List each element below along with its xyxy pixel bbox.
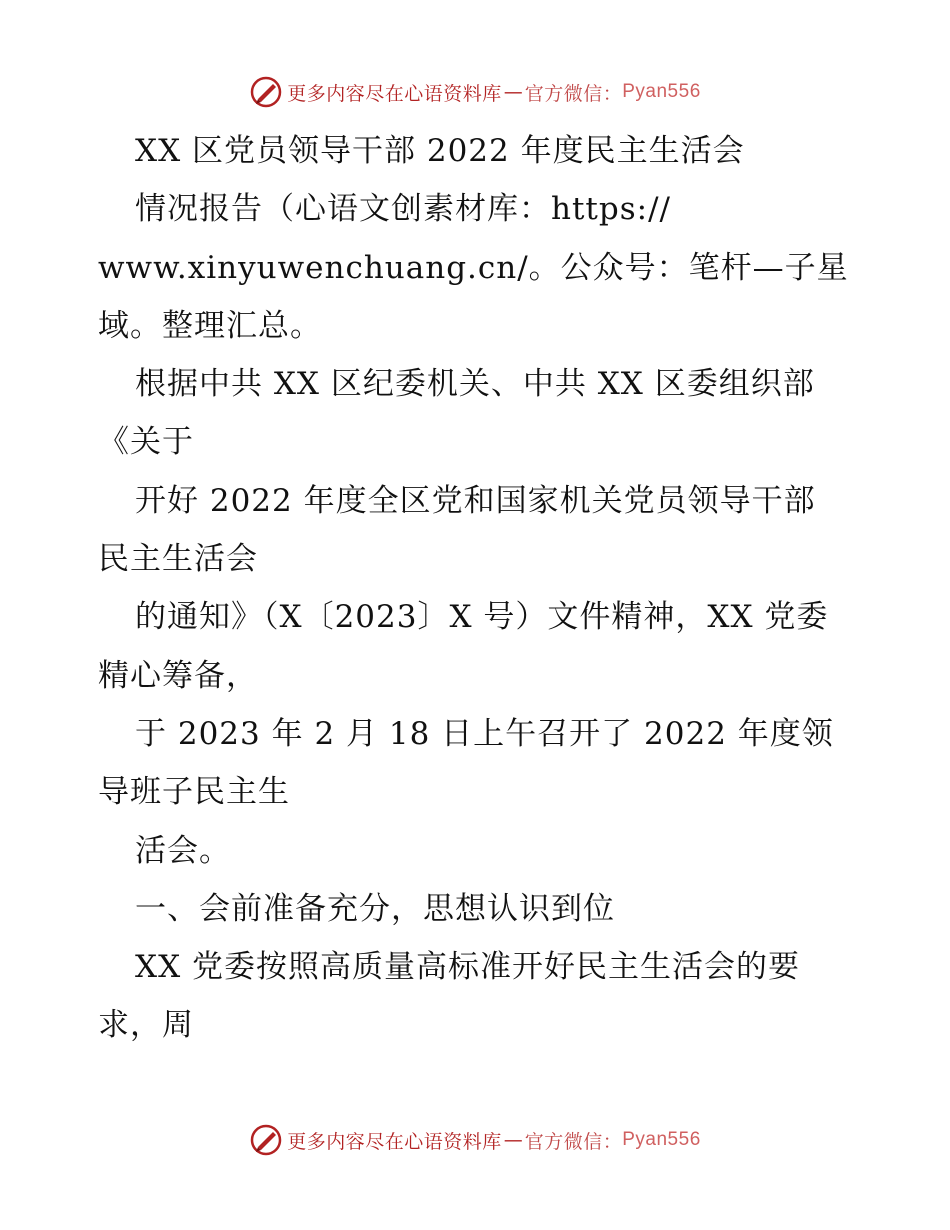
doc-line: XX 党委按照高质量高标准开好民主生活会的要 bbox=[135, 949, 800, 986]
doc-title-line-1: XX 区党员领导干部 2022 年度民主生活会 bbox=[135, 133, 745, 169]
section-heading: 一、会前准备充分，思想认识到位 bbox=[135, 890, 615, 927]
doc-line: 民主生活会 bbox=[98, 541, 258, 578]
doc-line: 域。整理汇总。 bbox=[98, 307, 322, 344]
pen-logo-icon bbox=[249, 1123, 283, 1157]
footer-dash: — bbox=[503, 1129, 523, 1151]
header-promo-text: 更多内容尽在心语资料库 bbox=[287, 82, 502, 105]
doc-line: 根据中共 XX 区纪委机关、中共 XX 区委组织部 bbox=[135, 366, 815, 403]
doc-title-line-2: 情况报告（心语文创素材库：https:// bbox=[135, 191, 671, 228]
doc-line: 《关于 bbox=[98, 424, 194, 461]
header-wechat-id: Pyan556 bbox=[622, 81, 701, 102]
footer-banner bbox=[0, 1120, 950, 1160]
header-dash: — bbox=[503, 81, 523, 103]
footer-promo-text: 更多内容尽在心语资料库 bbox=[287, 1130, 502, 1153]
doc-line: 开好 2022 年度全区党和国家机关党员领导干部 bbox=[135, 482, 816, 519]
footer-wechat-id: Pyan556 bbox=[622, 1129, 701, 1150]
doc-line: 导班子民主生 bbox=[98, 774, 290, 811]
doc-line: www.xinyuwenchuang.cn/。公众号：笔杆—子星 bbox=[98, 249, 849, 286]
document-body bbox=[98, 122, 868, 1055]
doc-line: 求，周 bbox=[98, 1007, 194, 1044]
header-banner bbox=[0, 72, 950, 112]
doc-line: 活会。 bbox=[135, 832, 231, 869]
header-wechat-label: 官方微信： bbox=[524, 82, 623, 105]
doc-line: 于 2023 年 2 月 18 日上午召开了 2022 年度领 bbox=[135, 715, 834, 752]
doc-line: 的通知》（X〔2023〕X 号）文件精神，XX 党委 bbox=[135, 599, 829, 636]
footer-wechat-label: 官方微信： bbox=[524, 1130, 623, 1153]
pen-logo-icon bbox=[249, 75, 283, 109]
doc-line: 精心筹备， bbox=[98, 657, 258, 694]
